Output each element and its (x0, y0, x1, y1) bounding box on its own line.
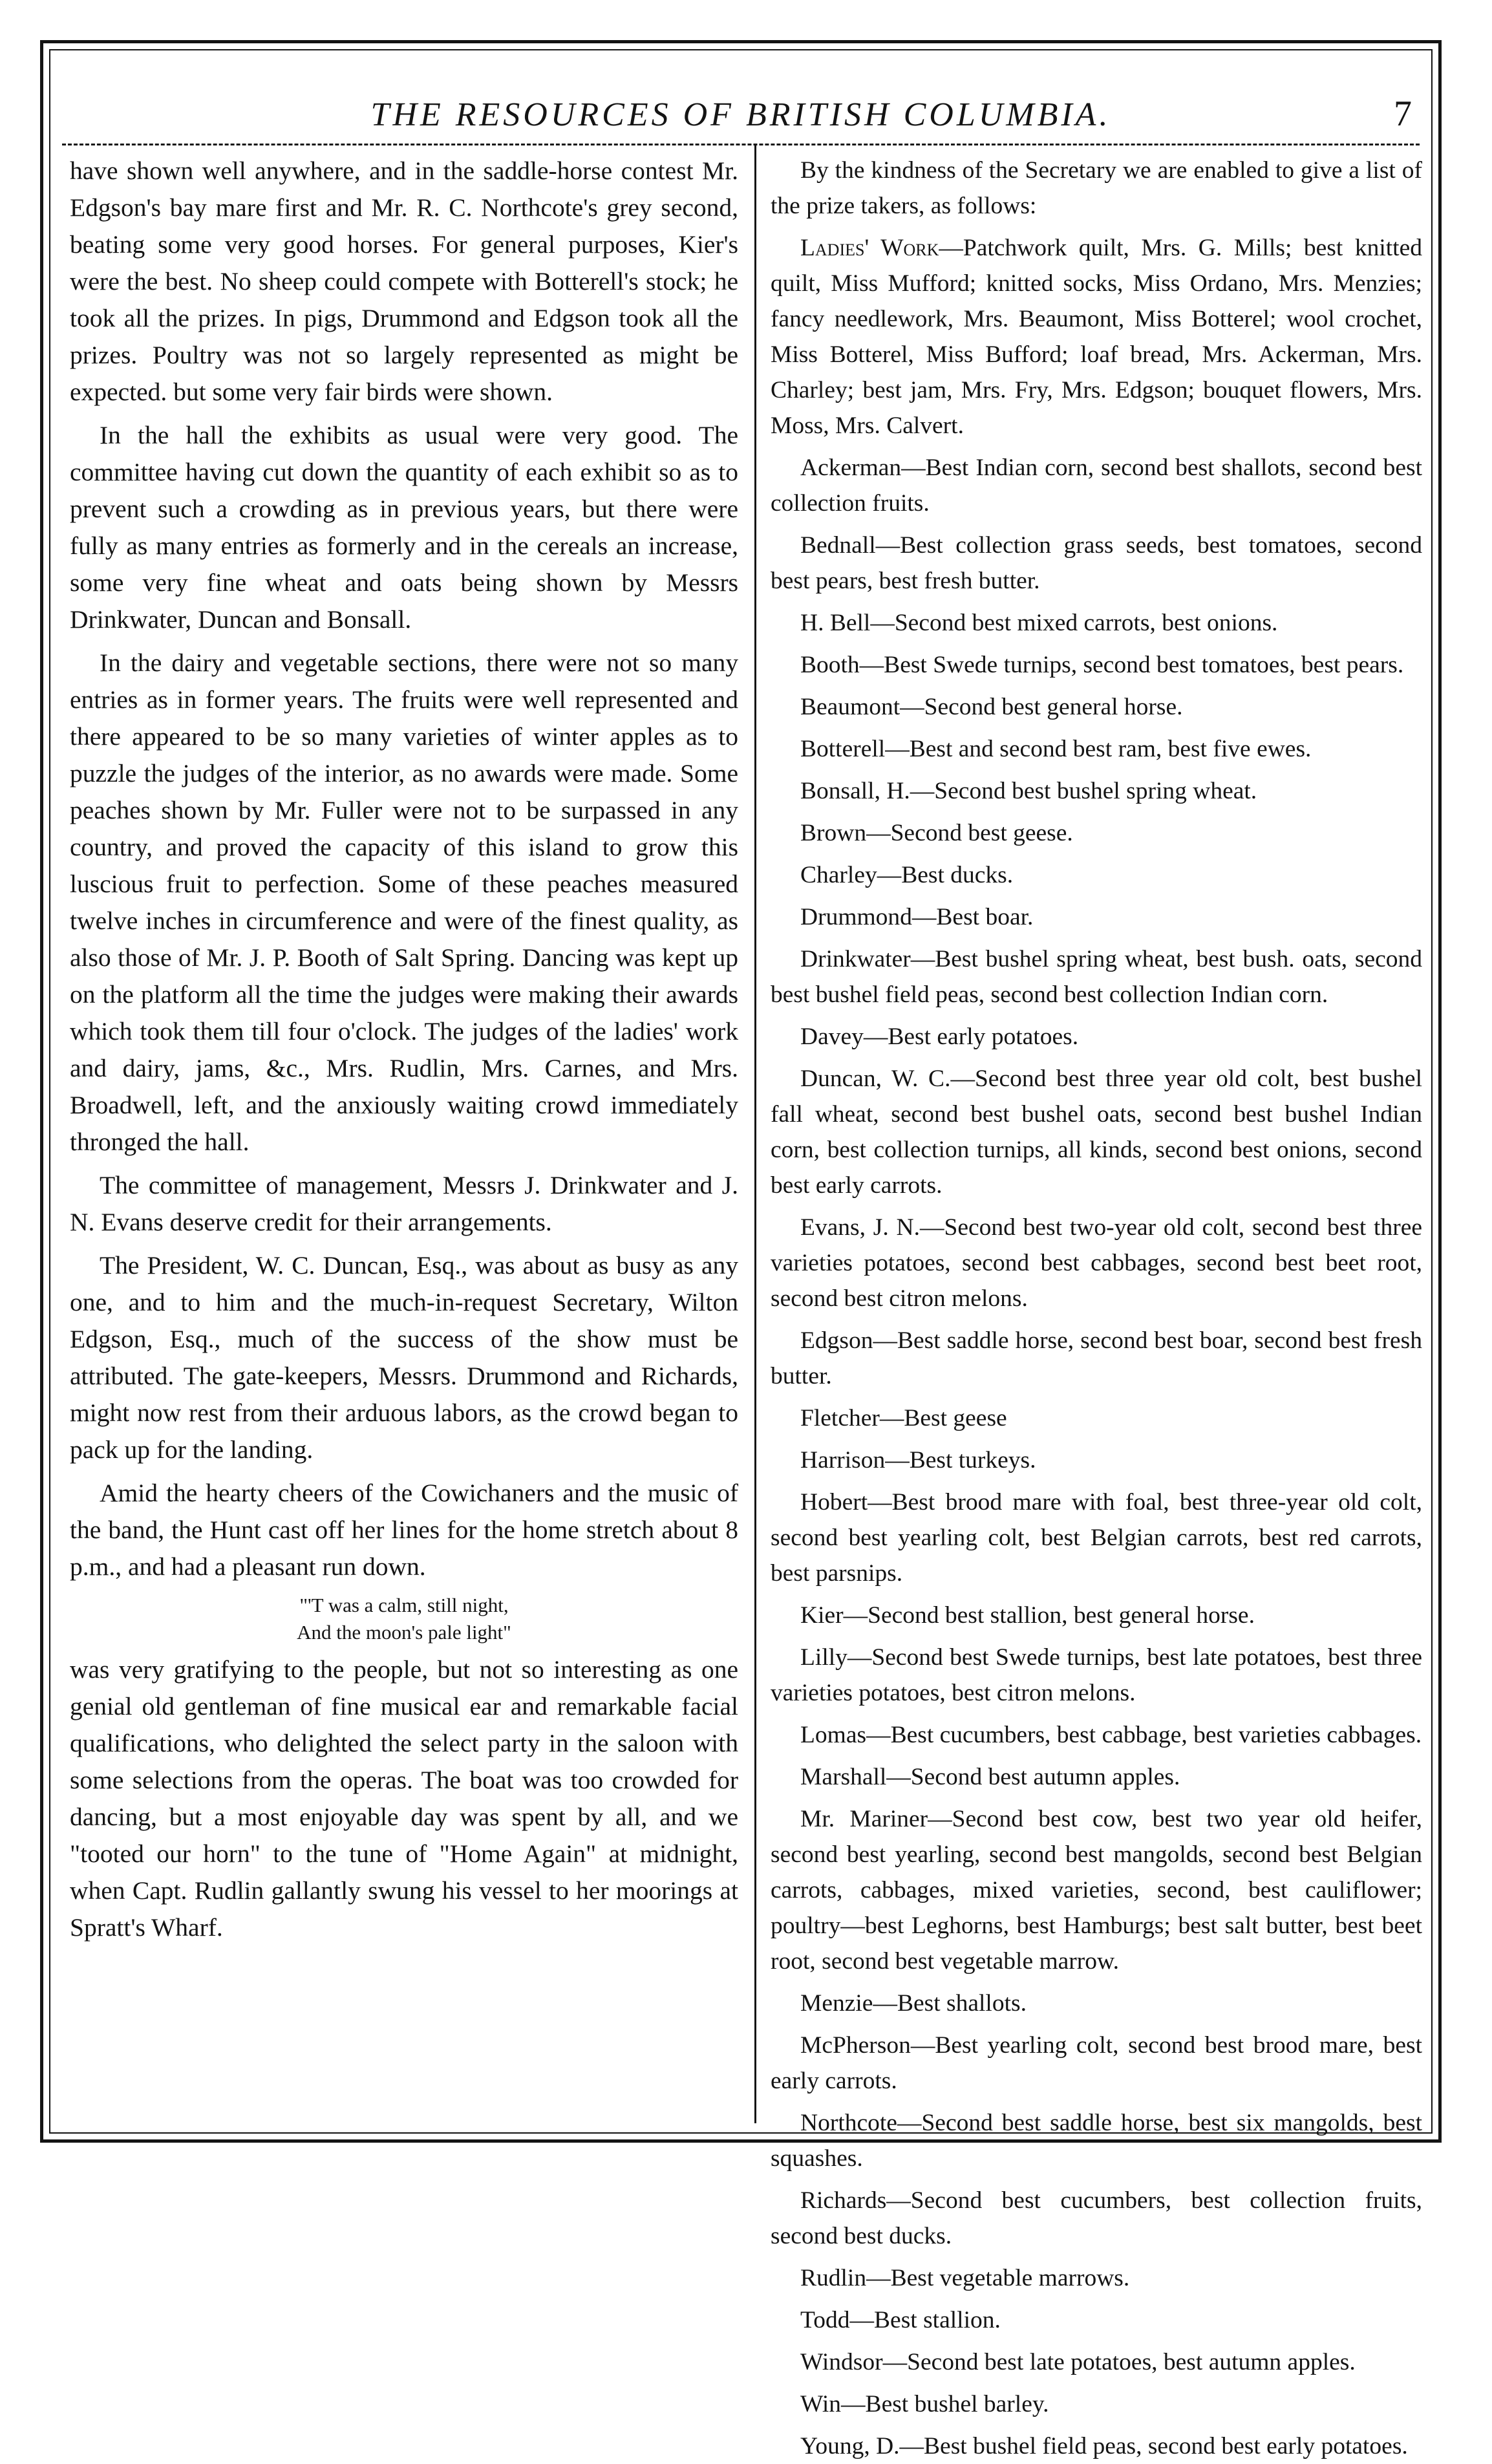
article-paragraph: have shown well anywhere, and in the saddle-horse contest Mr. Edgson's bay mare first and Mr. R. C. Northcote's grey second, beating some very good horses. For general purposes, Kier's were the best. No sheep could compete with Botterell's stock; he took all the prizes. In pigs, Drummond and Edgson took all the prizes. Poultry was not so largely represented as might be expected. but some very fair birds were shown. (70, 156, 738, 406)
prize-entry: Windsor—Second best late potatoes, best autumn apples. (800, 2349, 1356, 2375)
prize-entry: Duncan, W. C.—Second best three year old colt, best bushel fall wheat, second best bushel oats, second best bushel Indian corn, best collection turnips, all kinds, second best onions, second best early carrots. (771, 1066, 1422, 1199)
prize-entry: Brown—Second best geese. (800, 820, 1073, 846)
prize-entry: Drinkwater—Best bushel spring wheat, best bush. oats, second best bushel field peas, second best collection Indian corn. (771, 946, 1422, 1008)
prize-entry: Hobert—Best brood mare with foal, best three-year old colt, second best yearling colt, best Belgian carrots, best red carrots, best parsnips. (771, 1489, 1422, 1587)
prize-entry: Edgson—Best saddle horse, second best boar, second best fresh butter. (771, 1327, 1422, 1389)
running-title: THE RESOURCES OF BRITISH COLUMBIA. (370, 96, 1111, 133)
prize-entry: Todd—Best stallion. (800, 2307, 1001, 2333)
prize-entry: Richards—Second best cucumbers, best collection fruits, second best ducks. (771, 2187, 1422, 2249)
page-number: 7 (1394, 94, 1412, 134)
prize-entry: Northcote—Second best saddle horse, best six mangolds, best squashes. (771, 2110, 1422, 2172)
prize-entry: Lilly—Second best Swede turnips, best late potatoes, best three varieties potatoes, best citron melons. (771, 1644, 1422, 1706)
prize-entry: Beaumont—Second best general horse. (800, 694, 1183, 720)
prize-entry: Drummond—Best boar. (800, 904, 1034, 930)
verse-line: "'T was a calm, still night, (299, 1594, 509, 1616)
prize-entry: Booth—Best Swede turnips, second best tomatoes, best pears. (800, 652, 1404, 678)
header-rule (62, 144, 1420, 145)
prize-entry: Fletcher—Best geese (800, 1405, 1007, 1431)
ladies-work-entry (771, 230, 1422, 444)
prize-entry: Menzie—Best shallots. (800, 1990, 1027, 2017)
prize-entry: Win—Best bushel barley. (800, 2391, 1049, 2417)
ladies-work-heading: Ladies' Work (800, 235, 939, 261)
article-paragraph: In the hall the exhibits as usual were very good. The committee having cut down the quantity of each exhibit so as to prevent such a crowding as in previous years, but there were fully as many entries as formerly and in the cereals an increase, some very fine wheat and oats being shown by Messrs Drinkwater, Duncan and Bonsall. (70, 421, 738, 634)
prize-entry: Botterell—Best and second best ram, best five ewes. (800, 736, 1312, 762)
prize-entry: Bednall—Best collection grass seeds, best tomatoes, second best pears, best fresh butter. (771, 532, 1422, 594)
article-paragraph: In the dairy and vegetable sections, there were not so many entries as in former years. The fruits were well represented and there appeared to be so many varieties of winter apples as to puzzle the judges of the interior, as no awards were made. Some peaches shown by Mr. Fuller were not to be surpassed in any country, and proved the capacity of this island to grow this luscious fruit to perfection. Some of these peaches measured twelve inches in circumference and were of the finest quality, as also those of Mr. J. P. Booth of Salt Spring. Dancing was kept up on the platform all the time the judges were making their awards which took them till four o'clock. The judges of the ladies' work and dairy, jams, &c., Mrs. Rudlin, Mrs. Carnes, and Mrs. Broadwell, left, and the anxiously waiting crowd immediately thronged the hall. (70, 648, 738, 1156)
prize-entry: Davey—Best early potatoes. (800, 1023, 1079, 1050)
article-paragraph: was very gratifying to the people, but not so interesting as one genial old gentleman of fine musical ear and remarkable facial qualifications, who delighted the select party in the saloon with some selections from the operas. The boat was too crowded for dancing, but a most enjoyable day was spent by all, and we "tooted our horn" to the tune of "Home Again" at midnight, when Capt. Rudlin gallantly swung his vessel to her moorings at Spratt's Wharf. (70, 1655, 738, 1942)
article-paragraph: The President, W. C. Duncan, Esq., was about as busy as any one, and to him and the much-in-request Secretary, Wilton Edgson, Esq., much of the success of the show must be attributed. The gate-keepers, Messrs. Drummond and Richards, might now rest from their arduous labors, as the crowd began to pack up for the landing. (70, 1251, 738, 1464)
prize-entry: Mr. Mariner—Second best cow, best two year old heifer, second best yearling, second best mangolds, second best Belgian carrots, cabbages, mixed varieties, second, best cauliflower; poultry—best Leghorns, best Hamburgs; best salt butter, best beet root, second best vegetable marrow. (771, 1806, 1422, 1975)
prize-entry: McPherson—Best yearling colt, second best brood mare, best early carrots. (771, 2032, 1422, 2094)
ladies-work-text: —Patchwork quilt, Mrs. G. Mills; best knitted quilt, Miss Mufford; knitted socks, Miss Ordano, Mrs. Menzies; fancy needlework, Mrs. Beaumont, Miss Botterel; wool crochet, Miss Botterel, Miss Bufford; loaf bread, Mrs. Ackerman, Mrs. Charley; best jam, Mrs. Fry, Mrs. Edgson; bouquet flowers, Mrs. Moss, Mrs. Calvert. (771, 235, 1422, 439)
prize-entry: H. Bell—Second best mixed carrots, best onions. (800, 610, 1278, 636)
left-column (70, 153, 738, 2118)
prize-entry: Harrison—Best turkeys. (800, 1447, 1036, 1473)
prize-entry: Young, D.—Best bushel field peas, second best early potatoes. (800, 2433, 1408, 2459)
prize-entry: Lomas—Best cucumbers, best cabbage, best varieties cabbages. (800, 1722, 1422, 1748)
article-paragraph: Amid the hearty cheers of the Cowichaners and the music of the band, the Hunt cast off her lines for the home stretch about 8 p.m., and had a pleasant run down. (70, 1479, 738, 1581)
verse-line: And the moon's pale light" (297, 1621, 511, 1644)
prize-entry: Marshall—Second best autumn apples. (800, 1764, 1180, 1790)
prize-list (771, 450, 1422, 2464)
page-header (62, 89, 1420, 147)
prize-entry: Evans, J. N.—Second best two-year old colt, second best three varieties potatoes, second best cabbages, second best beet root, second best citron melons. (771, 1214, 1422, 1312)
verse-quote (70, 1592, 738, 1646)
prize-entry: Ackerman—Best Indian corn, second best shallots, second best collection fruits. (771, 455, 1422, 517)
prize-entry: Kier—Second best stallion, best general horse. (800, 1602, 1255, 1629)
prize-entry: Rudlin—Best vegetable marrows. (800, 2265, 1130, 2291)
prize-entry: Charley—Best ducks. (800, 862, 1014, 888)
column-divider (754, 144, 756, 2123)
right-column (771, 153, 1422, 2459)
prize-intro: By the kindness of the Secretary we are enabled to give a list of the prize takers, as follows: (771, 157, 1422, 219)
prize-entry: Bonsall, H.—Second best bushel spring wheat. (800, 778, 1257, 804)
article-paragraph: The committee of management, Messrs J. Drinkwater and J. N. Evans deserve credit for their arrangements. (70, 1171, 738, 1236)
